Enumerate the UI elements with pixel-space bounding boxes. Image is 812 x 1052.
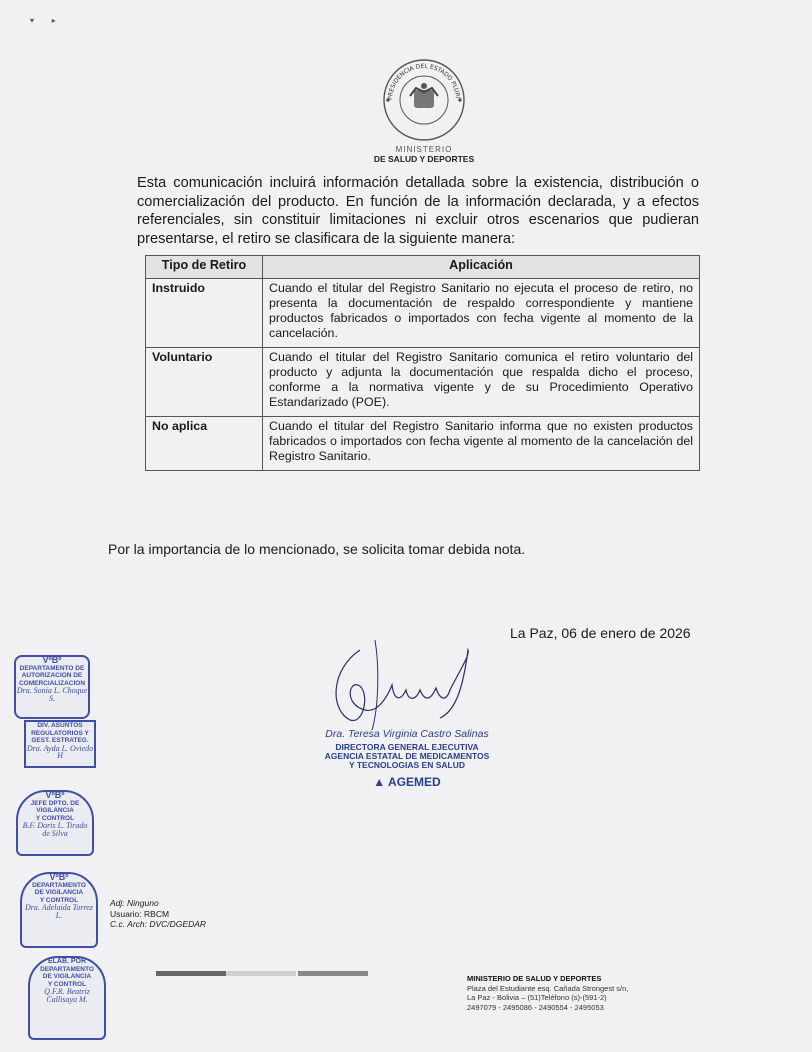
- agency-name-cont: Y TECNOLOGIAS EN SALUD: [348, 760, 466, 770]
- header-aplicacion: Aplicación: [263, 256, 700, 279]
- stamp-line: Y CONTROL: [35, 814, 75, 822]
- stamp-line: DEPARTAMENTO DE: [19, 664, 85, 672]
- stamp-line: AUTORIZACION DE: [21, 672, 83, 679]
- stamp-line: GEST. ESTRATEG.: [31, 737, 89, 744]
- agemed-label: AGEMED: [388, 775, 441, 789]
- header-tipo: Tipo de Retiro: [146, 256, 263, 279]
- footer-org: MINISTERIO DE SALUD Y DEPORTES: [467, 974, 602, 983]
- stamp-line: DEPARTAMENTO: [32, 881, 86, 889]
- stamp-line: REGULATORIOS Y: [31, 729, 89, 737]
- adj-line: Adj: Ninguno: [110, 898, 159, 908]
- stamp-line: DIV. ASUNTOS: [37, 722, 83, 729]
- stamp-signer: Dra. Sonia L. Choque S.: [16, 686, 88, 703]
- stamp-vobo: VºBº: [45, 790, 65, 800]
- stamp-line: Y CONTROL: [39, 896, 79, 904]
- seal-text: PRESIDENCIA DEL ESTADO PLURI: [386, 62, 461, 101]
- table-row: [146, 348, 700, 417]
- stamp-elab: ELAB. POR: [47, 958, 87, 965]
- row-tipo: No aplica: [146, 417, 263, 471]
- state-seal-icon: [380, 56, 468, 144]
- regulatory-stamp: [24, 720, 96, 768]
- ministry-label: MINISTERIO: [395, 145, 453, 154]
- stamp-line: DE VIGILANCIA: [42, 973, 92, 980]
- table-row: [146, 279, 700, 348]
- closing-note: Por la importancia de lo mencionado, se solicita tomar debida nota.: [108, 541, 526, 557]
- footer-phones: 2497079 - 2495086 - 2490554 - 2495053: [467, 1002, 604, 1012]
- stamp-line: JEFE DPTO. DE: [30, 799, 80, 807]
- stamp-signer: Dra. Ayda L. Oviedo H: [26, 743, 94, 760]
- prepared-by-stamp: [28, 956, 106, 1040]
- vigilance-dept-stamp: [20, 872, 98, 948]
- table-header-row: [146, 256, 700, 279]
- stamp-signer: Dra. Adelaida Torrez L.: [25, 903, 93, 920]
- stamp-line: Y CONTROL: [47, 980, 87, 988]
- stamp-line: DEPARTAMENTO: [40, 965, 94, 973]
- row-tipo: Instruido: [146, 279, 263, 348]
- row-aplicacion: Cuando el titular del Registro Sanitario no ejecuta el proceso de retiro, no presenta la documentación de respaldo correspondiente y mantiene productos fabricados o importados con fecha vigente al momento de la cancelación.: [263, 279, 700, 348]
- agemed-logo: [312, 775, 502, 789]
- stamp-signer: B.F. Doris L. Tirado de Silva: [22, 821, 88, 838]
- signature-icon: [320, 630, 510, 740]
- agency-name: AGENCIA ESTATAL DE MEDICAMENTOS: [324, 751, 490, 761]
- footer-address: Plaza del Estudiante esq. Cañada Strongest s/n,: [467, 983, 629, 993]
- retiro-table: [145, 255, 700, 471]
- table-row: [146, 417, 700, 471]
- signatory-title: DIRECTORA GENERAL EJECUTIVA: [335, 742, 479, 752]
- row-aplicacion: Cuando el titular del Registro Sanitario informa que no existen productos fabricados o importados con fecha vigente al momento de la cancelación del Registro Sanitario.: [263, 417, 700, 471]
- stamp-vobo: VºBº: [42, 655, 62, 665]
- references: [110, 898, 206, 930]
- vigilance-head-stamp: [16, 790, 94, 856]
- row-aplicacion: Cuando el titular del Registro Sanitario comunica el retiro voluntario del producto y adjunta la documentación que respalda dicho el proceso, conforme a la normativa vigente y de su Procedimiento Operativo Estandarizado (POE).: [263, 348, 700, 417]
- cc-line: C.c. Arch: DVC/DGEDAR: [110, 919, 207, 929]
- stamp-vobo: VºBº: [49, 872, 69, 882]
- footer-bars: [156, 971, 368, 977]
- footer-city-phone: La Paz - Bolivia – (51)Teléfono (s)-(591-2): [467, 993, 607, 1002]
- intro-paragraph: Esta comunicación incluirá información detallada sobre la existencia, distribución o comercialización del producto. En función de la información declarada, y a efectos referenciales, sin constituir limitaciones ni excluir otros escenarios que pudieran presentarse, el retiro se clasificara de la siguiente manera:: [137, 175, 699, 247]
- footer-contact: [467, 974, 628, 1012]
- row-tipo: Voluntario: [146, 348, 263, 417]
- scan-marks: ▾ ▸: [30, 16, 56, 25]
- date-line: La Paz, 06 de enero de 2026: [510, 625, 691, 641]
- stamp-line: DE VIGILANCIA: [34, 889, 84, 896]
- user-line: Usuario: RBCM: [110, 908, 170, 919]
- stamp-line: VIGILANCIA: [36, 807, 74, 814]
- agemed-logo-icon: ▲: [373, 775, 389, 789]
- stamp-signer: Q.F.R. Beatriz Callisaya M.: [44, 987, 90, 1004]
- signatory-name: Dra. Teresa Virginia Castro Salinas: [325, 728, 489, 740]
- approval-stamp: [14, 655, 90, 719]
- stamp-line: COMERCIALIZACION: [18, 679, 86, 687]
- ministry-name: DE SALUD Y DEPORTES: [373, 154, 475, 164]
